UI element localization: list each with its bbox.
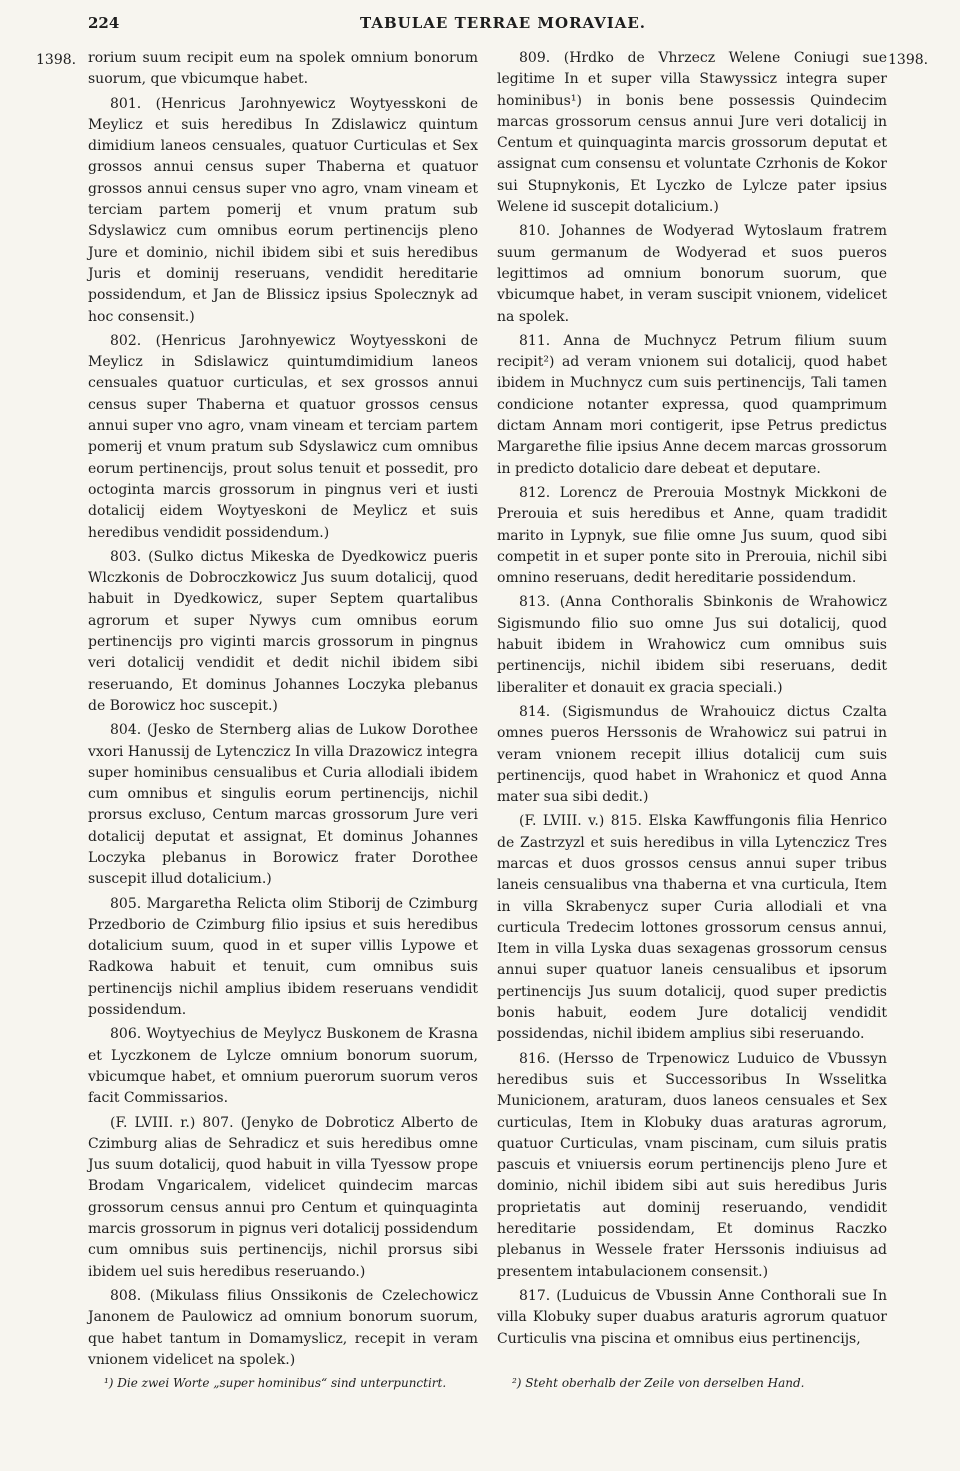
entry-815: (F. LVIII. v.) 815. Elska Kawffungonis filia Henrico de Zastrzyzl et suis heredibus in villa Lytenczicz Tres marcas et duos grossos census annui super tribus laneis censualibus vna thaberna et vna curticula, Item in villa Skrabenycz super Curia allodiali et vna curticula Tredecim lottones grossorum census annui, Item in villa Lyska duas sexagenas grossorum census annui super quatuor laneis censualibus et ipsorum pertinencijs Jus suum dotalicij, quod super predictis bonis habuit, eodem Jure dotalicij vendidit possidendas, nichil ibidem amplius sibi reseruando. xyxy=(497,813,887,1043)
entry-813: 813. (Anna Conthoralis Sbinkonis de Wrahowicz Sigismundo filio suo omne Jus sui dotalicij, quod habuit ibidem in Wrahowicz cum omnibus suis pertinencijs, nichil ibidem sibi reseruans, dedit liberaliter et donauit ex gracia speciali.) xyxy=(497,594,887,696)
margin-year-left: 1398. xyxy=(36,52,77,68)
entry-814: 814. (Sigismundus de Wrahouicz dictus Czalta omnes pueros Herssonis de Wrahowicz sui patrui in veram vnionem recepit illius dotalicij cum suis pertinencijs, quod habet in Wrahonicz et quod Anna mater sua sibi dedit.) xyxy=(497,703,887,806)
entry-803: 803. (Sulko dictus Mikeska de Dyedkowicz pueris Wlczkonis de Dobroczkowicz Jus suum dotalicij, quod habuit in Dyedkowicz, super Septem quartalibus agrorum et super Nywys cum omnibus eorum pertinencijs pro viginti marcis grossorum in pingnus veri dotalicij vendidit et dedit nichil ibidem sibi reseruando, Et dominus Johannes Loczyka plebanus de Borowicz hoc suscepit.) xyxy=(88,548,478,714)
entry-811: 811. Anna de Muchnycz Petrum filium suum recipit²) ad veram vnionem sui dotalicij, quod habet ibidem in Muchnycz cum suis pertinencijs, Tali tamen condicione notanter expressa, quod quamprimum dictam Annam mori contigerit, ipse Petrus predictus Margarethe filie ipsius Anne decem marcas grossorum in predicto dotalicio dare debeat et deputare. xyxy=(497,332,887,477)
entry-817: 817. (Luduicus de Vbussin Anne Conthorali sue In villa Klobuky super duabus araturis agrorum quatuor Curticulis vna piscina et omnibus eius pertinencijs, xyxy=(497,1287,887,1347)
entry-810: 810. Johannes de Wodyerad Wytoslaum fratrem suum germanum de Wodyerad et suos pueros legittimos ad omnium bonorum suorum, que vbicumque habet, in veram suscipit vnionem, videlicet na spolek. xyxy=(497,223,887,325)
entry-816: 816. (Hersso de Trpenowicz Luduico de Vbussyn heredibus suis et Successoribus In Wsselitka Municionem, araturam, duos laneos censuales et Sex curticulas, Item in Klobuky duas araturas agrorum, quatuor Curticulas, vnam piscinam, cum siluis pratis pascuis et vniuersis eorum pertinencijs pleno Jure et dominio, nichil ibidem sibi aut suis heredibus Juris proprietatis aut dominij reseruando, vendidit hereditarie possidendam, Et dominus Raczko plebanus in Wessele frater Herssonis indiuisus ad presentem intabulacionem consensit.) xyxy=(497,1050,887,1280)
page-number: 224 xyxy=(88,14,120,32)
margin-year-right: 1398. xyxy=(888,52,929,68)
running-title: TABULAE TERRAE MORAVIAE. xyxy=(360,14,647,32)
entry-807: (F. LVIII. r.) 807. (Jenyko de Dobroticz Alberto de Czimburg alias de Sehradicz et suis heredibus omne Jus suum dotalicij, quod habuit in villa Tyessow prope Brodam Vngaricalem, videlicet quindecim marcas grossorum census annui pro Centum et quinquaginta marcis grossorum in pignus veri dotalicij possidendum cum omnibus suis pertinencijs, nichil prorsus sibi ibidem uel suis heredibus reseruando.) xyxy=(88,1114,478,1280)
entry-806: 806. Woytyechius de Meylycz Buskonem de Krasna et Lyczkonem de Lylcze omnium bonorum suorum, vbicumque habet, et omnium puerorum suorum veros facit Commissarios. xyxy=(88,1026,478,1107)
footnote-1: ¹) Die zwei Worte „super hominibus“ sind unterpunctirt. xyxy=(104,1376,447,1390)
entry-continuation: rorium suum recipit eum na spolek omnium bonorum suorum, que vbicumque habet. xyxy=(88,50,478,88)
footnote-2: ²) Steht oberhalb der Zeile von derselben Hand. xyxy=(512,1376,805,1390)
right-column xyxy=(497,48,887,1353)
entry-812: 812. Lorencz de Prerouia Mostnyk Mickkoni de Prerouia et suis heredibus et Anne, quam tradidit marito in Lypnyk, sue filie omne Jus suum, quod sibi competit in et super ponte sito in Prerouia, nichil sibi omnino reseruans, dedit hereditarie possidendum. xyxy=(497,484,887,587)
entry-802: 802. (Henricus Jarohnyewicz Woytyesskoni de Meylicz in Sdislawicz quintumdimidium laneos censuales quatuor curticulas, et sex grossos annui census super Thaberna et quatuor grossos census annui super vno agro, vnam vineam et terciam partem pomerij et vnum pratum sub Sdyslawicz cum omnibus eorum pertinencijs, prout solus tenuit et possedit, pro octoginta marcis grossorum in pingnus veri et iusti dotalicij eidem Woytyeskoni de Meylicz et suis heredibus vendidit possidendum.) xyxy=(88,332,478,541)
entry-804: 804. (Jesko de Sternberg alias de Lukow Dorothee vxori Hanussij de Lytenczicz In villa Drazowicz integra super hominibus censualibus et Curia allodiali ibidem cum omnibus et singulis eorum pertinencijs, nichil prorsus excluso, Centum marcas grossorum Jure veri dotalicij deputat et assignat, Et dominus Johannes Loczyka plebanus in Borowicz frater Dorothee suscepit illud dotalicium.) xyxy=(88,722,478,888)
entry-805: 805. Margaretha Relicta olim Stiborij de Czimburg Przedborio de Czimburg filio ipsius et suis heredibus dotalicium suum, quod in et super villis Lypowe et Radkowa habuit et tenuit, cum omnibus suis pertinencijs nichil amplius ibidem reseruans vendidit possidendum. xyxy=(88,895,478,1019)
page-header xyxy=(0,14,960,40)
entry-808: 808. (Mikulass filius Onssikonis de Czelechowicz Janonem de Paulowicz ad omnium bonorum suorum, que habet tantum in Domamyslicz, recepit in veram vnionem videlicet na spolek.) xyxy=(88,1287,478,1368)
entry-809: 809. (Hrdko de Vhrzecz Welene Coniugi sue legitime In et super villa Stawyssicz integra super hominibus¹) in bonis bene possessis Quindecim marcas grossorum census annui Jure veri dotalicij in Centum et quinquaginta marcis grossorum deputat et assignat cum consensu et voluntate Czrhonis de Kokor sui Stupnykonis, Et Lyczko de Lylcze pater ipsius Welene id suscepit dotalicium.) xyxy=(497,50,887,216)
entry-801: 801. (Henricus Jarohnyewicz Woytyesskoni de Meylicz et suis heredibus In Zdislawicz quintum dimidium laneos censuales, quatuor Curticulas et Sex grossos annui census super Thaberna et quatuor grossos annui census super vno agro, vnam vineam et terciam partem pomerij et vnum pratum sub Sdyslawicz cum omnibus eorum pertinencijs pleno Jure et dominio, nichil ibidem sibi et suis heredibus Juris et dominij reseruans, vendidit hereditarie possidendum, et Jan de Blissicz ipsius Spolecznyk ad hoc consensit.) xyxy=(88,95,478,325)
left-column xyxy=(88,48,478,1374)
